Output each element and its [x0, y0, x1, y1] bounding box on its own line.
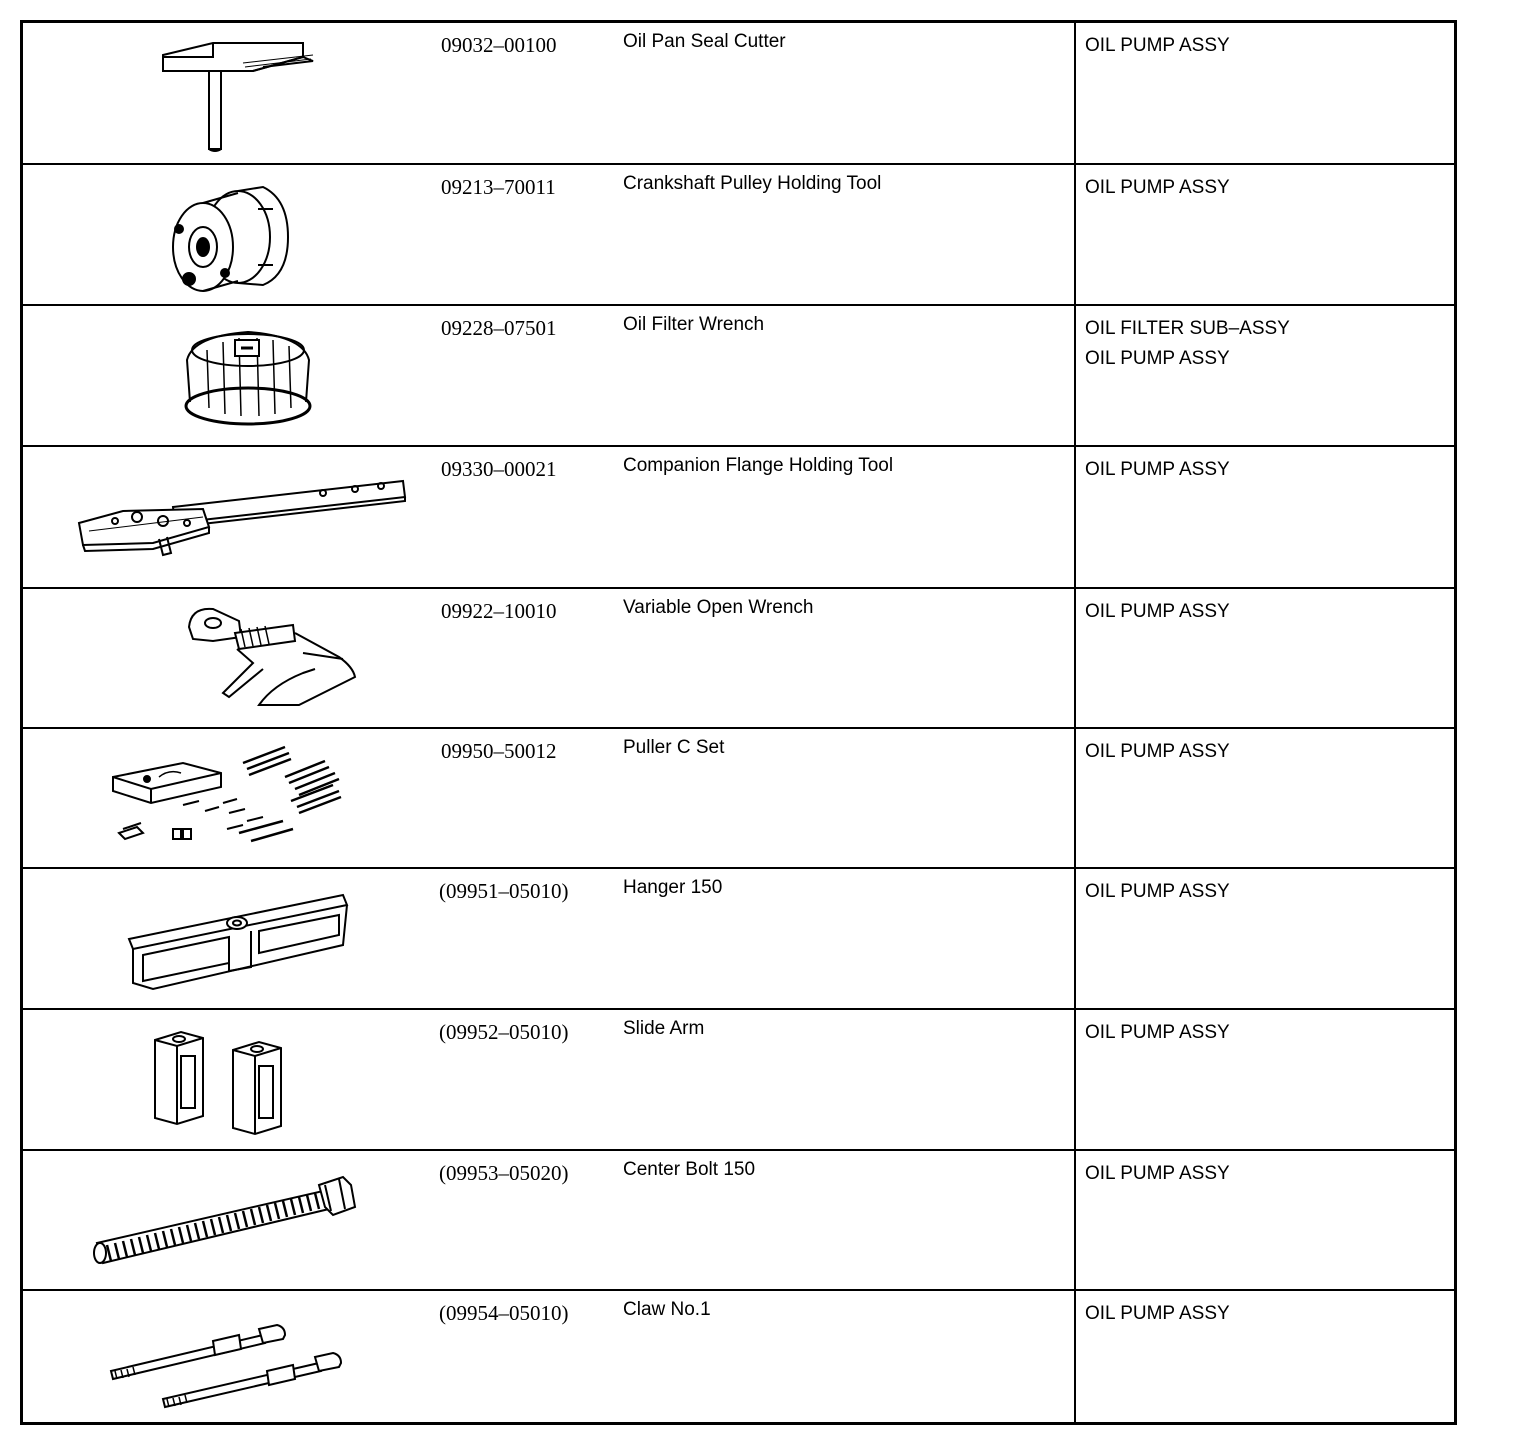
- used-for-item: OIL PUMP ASSY: [1085, 348, 1230, 369]
- part-number: (09954–05010): [439, 1301, 569, 1325]
- used-for: [1085, 737, 1230, 767]
- table-row: [23, 447, 1454, 589]
- used-for: [1085, 1018, 1230, 1048]
- table-row: [23, 23, 1454, 165]
- tool-name: Slide Arm: [623, 1018, 705, 1039]
- table-row: [23, 729, 1454, 869]
- flange-holding-tool-icon: [63, 451, 423, 579]
- part-number: (09953–05020): [439, 1161, 569, 1185]
- table-row: [23, 165, 1454, 306]
- hanger-icon: [63, 873, 423, 1001]
- part-number: 09032–00100: [441, 33, 557, 57]
- used-for: [1085, 597, 1230, 627]
- used-for: [1085, 877, 1230, 907]
- used-for-item: OIL PUMP ASSY: [1085, 459, 1230, 480]
- puller-set-icon: [63, 733, 423, 861]
- oil-filter-wrench-icon: [63, 310, 423, 438]
- table-row: [23, 1291, 1454, 1422]
- part-number: (09951–05010): [439, 879, 569, 903]
- tool-name: Oil Filter Wrench: [623, 314, 765, 335]
- column-divider: [1074, 1010, 1076, 1149]
- seal-cutter-icon: [63, 27, 423, 155]
- part-number: 09228–07501: [441, 316, 557, 340]
- used-for-item: OIL PUMP ASSY: [1085, 1303, 1230, 1324]
- column-divider: [1074, 1291, 1076, 1422]
- column-divider: [1074, 869, 1076, 1008]
- table-row: [23, 589, 1454, 729]
- table-row: [23, 869, 1454, 1010]
- variable-wrench-icon: [63, 593, 423, 721]
- table-row: [23, 306, 1454, 447]
- claw-icon: [63, 1295, 423, 1423]
- part-number: (09952–05010): [439, 1020, 569, 1044]
- used-for: [1085, 314, 1290, 374]
- used-for: [1085, 173, 1230, 203]
- used-for: [1085, 455, 1230, 485]
- used-for-item: OIL PUMP ASSY: [1085, 1022, 1230, 1043]
- table-row: [23, 1151, 1454, 1291]
- tool-name: Oil Pan Seal Cutter: [623, 31, 786, 52]
- tool-name: Hanger 150: [623, 877, 723, 898]
- used-for: [1085, 1299, 1230, 1329]
- used-for-item: OIL PUMP ASSY: [1085, 601, 1230, 622]
- sst-table: [20, 20, 1457, 1425]
- column-divider: [1074, 1151, 1076, 1289]
- tool-name: Variable Open Wrench: [623, 597, 814, 618]
- slide-arm-icon: [63, 1014, 423, 1142]
- used-for: [1085, 31, 1230, 61]
- used-for-item: OIL PUMP ASSY: [1085, 881, 1230, 902]
- column-divider: [1074, 23, 1076, 163]
- tool-name: Claw No.1: [623, 1299, 711, 1320]
- used-for-item: OIL PUMP ASSY: [1085, 741, 1230, 762]
- tool-name: Puller C Set: [623, 737, 725, 758]
- column-divider: [1074, 589, 1076, 727]
- used-for-item: OIL FILTER SUB–ASSY: [1085, 318, 1290, 339]
- tool-name: Crankshaft Pulley Holding Tool: [623, 173, 882, 194]
- column-divider: [1074, 729, 1076, 867]
- part-number: 09922–10010: [441, 599, 557, 623]
- tool-name: Companion Flange Holding Tool: [623, 455, 894, 476]
- table-row: [23, 1010, 1454, 1151]
- column-divider: [1074, 306, 1076, 445]
- column-divider: [1074, 165, 1076, 304]
- part-number: 09213–70011: [441, 175, 556, 199]
- tool-name: Center Bolt 150: [623, 1159, 756, 1180]
- center-bolt-icon: [63, 1155, 423, 1283]
- used-for: [1085, 1159, 1230, 1189]
- used-for-item: OIL PUMP ASSY: [1085, 35, 1230, 56]
- used-for-item: OIL PUMP ASSY: [1085, 177, 1230, 198]
- pulley-holding-tool-icon: [63, 169, 423, 297]
- used-for-item: OIL PUMP ASSY: [1085, 1163, 1230, 1184]
- part-number: 09330–00021: [441, 457, 557, 481]
- part-number: 09950–50012: [441, 739, 557, 763]
- column-divider: [1074, 447, 1076, 587]
